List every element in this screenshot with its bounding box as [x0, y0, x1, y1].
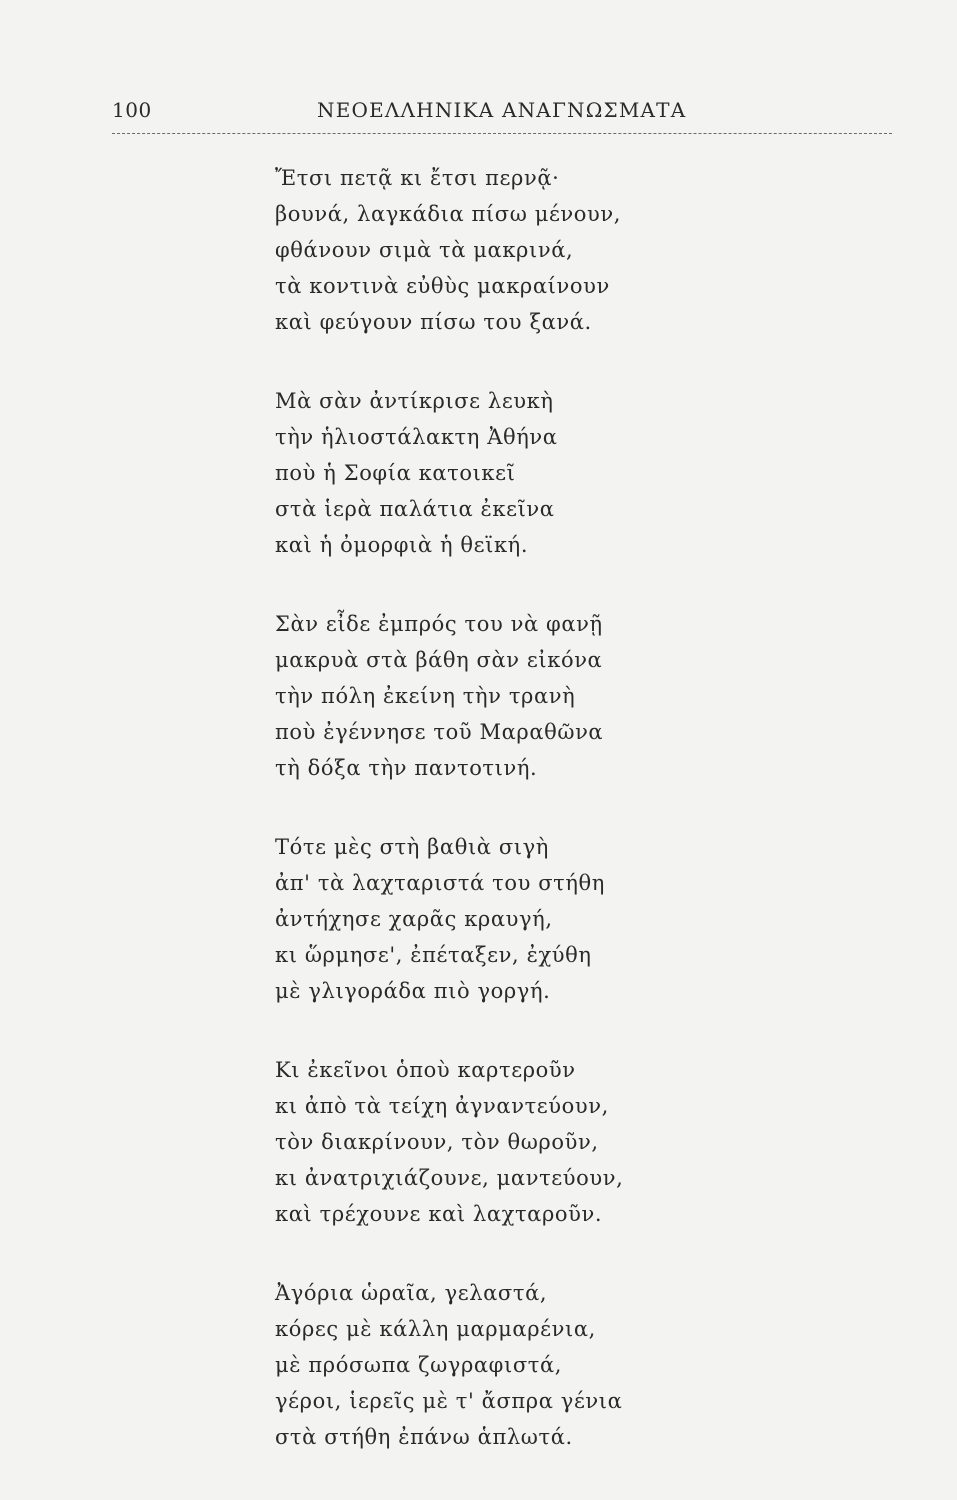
stanza — [275, 160, 755, 340]
header-rule — [112, 133, 892, 134]
running-title: ΝΕΟΕΛΛΗΝΙΚΑ ΑΝΑΓΝΩΣΜΑΤΑ — [317, 98, 687, 122]
poem-line: κι ἀπὸ τὰ τείχη ἀγναντεύουν, — [275, 1094, 609, 1118]
page-number: 100 — [112, 98, 152, 122]
stanza — [275, 606, 755, 786]
poem-line: κι ἀνατριχιάζουνε, μαντεύουν, — [275, 1166, 624, 1190]
poem-line: καὶ ἡ ὀμορφιὰ ἡ θεϊκή. — [275, 533, 529, 557]
poem-line: μὲ γλιγοράδα πιὸ γοργή. — [275, 979, 551, 1003]
poem-line: στὰ ἱερὰ παλάτια ἐκεῖνα — [275, 497, 555, 521]
poem-line: ποὺ ἡ Σοφία κατοικεῖ — [275, 461, 516, 485]
poem-line: βουνά, λαγκάδια πίσω μένουν, — [275, 202, 622, 226]
poem-line: Τότε μὲς στὴ βαθιὰ σιγὴ — [275, 835, 549, 859]
poem-line: στὰ στήθη ἐπάνω ἁπλωτά. — [275, 1425, 573, 1449]
poem-line: τὸν διακρίνουν, τὸν θωροῦν, — [275, 1130, 599, 1154]
page-header — [112, 98, 892, 128]
poem-line: Κι ἐκεῖνοι ὁποὺ καρτεροῦν — [275, 1058, 576, 1082]
poem-line: Ἔτσι πετᾷ κι ἔτσι περνᾷ· — [275, 166, 560, 190]
poem-line: καὶ τρέχουνε καὶ λαχταροῦν. — [275, 1202, 603, 1226]
stanza — [275, 1052, 755, 1232]
poem-line: ἀπ' τὰ λαχταριστά του στήθη — [275, 871, 605, 895]
poem-line: Μὰ σὰν ἀντίκρισε λευκὴ — [275, 389, 554, 413]
poem-line: Ἀγόρια ὡραῖα, γελαστά, — [275, 1281, 548, 1305]
poem-line: ἀντήχησε χαρᾶς κραυγή, — [275, 907, 553, 931]
stanza — [275, 829, 755, 1009]
poem-line: τὰ κοντινὰ εὐθὺς μακραίνουν — [275, 274, 610, 298]
poem-line: τὴ δόξα τὴν παντοτινή. — [275, 756, 538, 780]
poem — [275, 160, 755, 1498]
poem-line: μὲ πρόσωπα ζωγραφιστά, — [275, 1353, 563, 1377]
poem-line: κόρες μὲ κάλλη μαρμαρένια, — [275, 1317, 596, 1341]
poem-line: Σὰν εἶδε ἐμπρός του νὰ φανῇ — [275, 612, 603, 636]
poem-line: φθάνουν σιμὰ τὰ μακρινά, — [275, 238, 574, 262]
poem-line: τὴν πόλη ἐκείνη τὴν τρανὴ — [275, 684, 576, 708]
poem-line: τὴν ἡλιοστάλακτη Ἀθήνα — [275, 425, 558, 449]
poem-line: κι ὥρμησε', ἐπέταξεν, ἐχύθη — [275, 943, 592, 967]
poem-line: καὶ φεύγουν πίσω του ξανά. — [275, 310, 592, 334]
stanza — [275, 383, 755, 563]
poem-line: γέροι, ἱερεῖς μὲ τ' ἄσπρα γένια — [275, 1389, 623, 1413]
poem-line: ποὺ ἐγέννησε τοῦ Μαραθῶνα — [275, 720, 604, 744]
poem-line: μακρυὰ στὰ βάθη σὰν εἰκόνα — [275, 648, 603, 672]
stanza — [275, 1275, 755, 1455]
